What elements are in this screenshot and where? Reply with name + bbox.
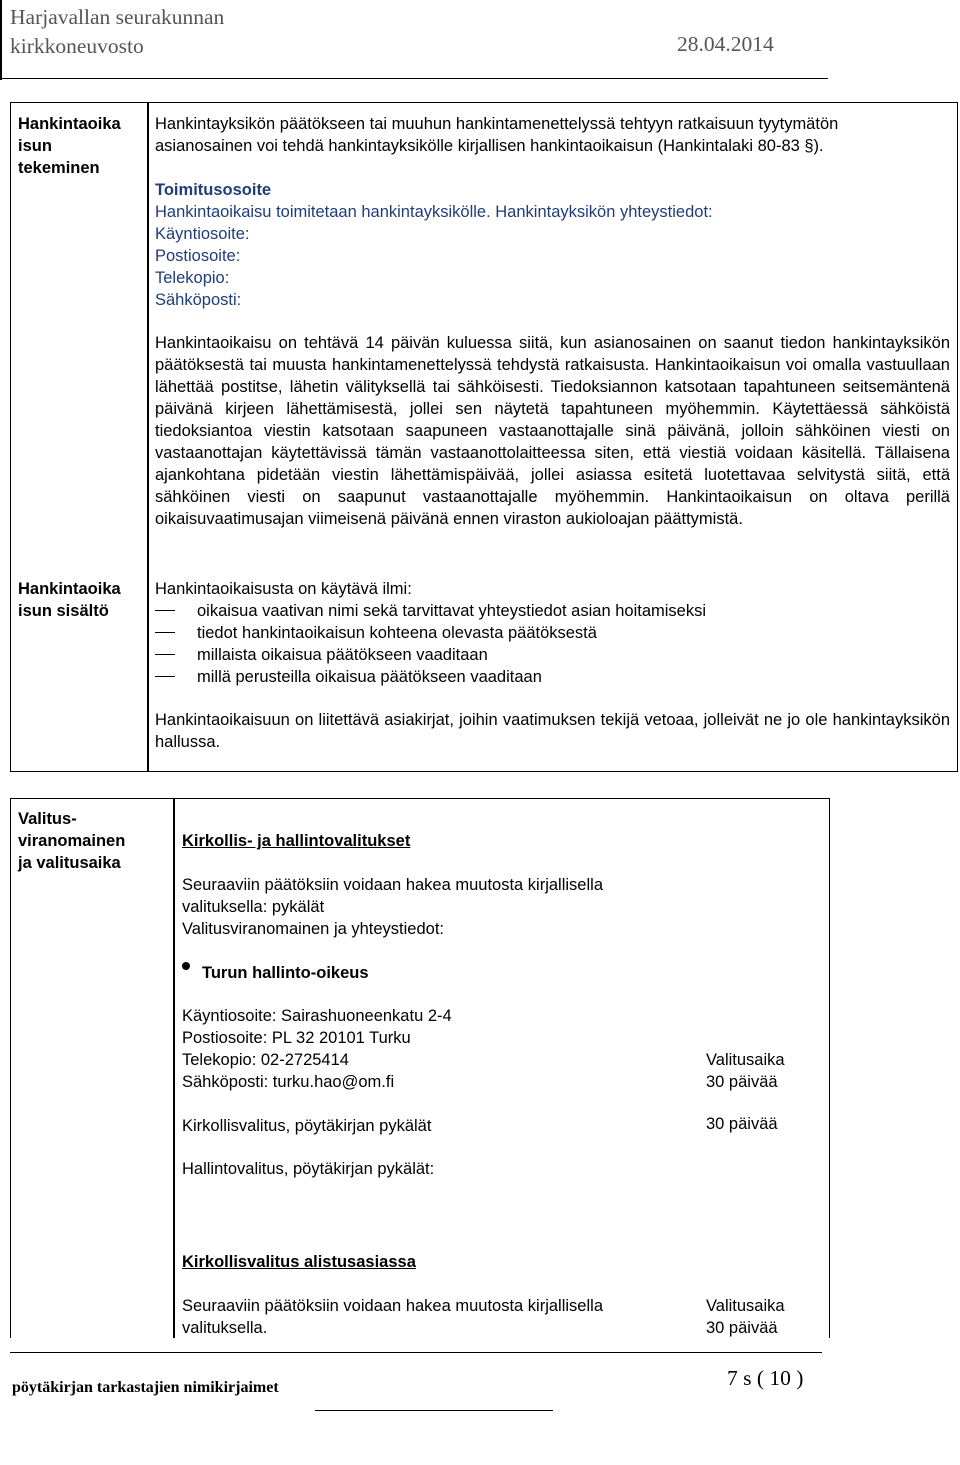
organization-title	[10, 3, 224, 61]
content-intro: Hankintaoikaisusta on käytävä ilmi:	[155, 580, 412, 598]
bullet-dot	[182, 962, 190, 970]
delivery-text: Hankintaoikaisu toimitetaan hankintayksikölle. Hankintayksikön yhteystiedot:	[155, 203, 713, 221]
list-item: oikaisua vaativan nimi sekä tarvittavat yhteystiedot asian hoitamiseksi	[155, 600, 706, 622]
admin-appeal-sections: Hallintovalitus, pöytäkirjan pykälät:	[182, 1160, 435, 1178]
organization-line-2: kirkkoneuvosto	[10, 34, 144, 58]
court-name: Turun hallinto-oikeus	[202, 964, 369, 982]
label-correction-content: Hankintaoika isun sisältö	[18, 580, 121, 620]
deadline-paragraph: Hankintaoikaisu on tehtävä 14 päivän kuluessa siitä, kun asianosainen on saanut tiedon hankintayksikön päätöksestä tai muusta hankintamenettelyssä tehdystä ratkaisusta. Hankintaoikaisun voi omalla vastuullaan lähettää postitse, lähetin välityksellä tai sähköisesti. Tiedoksiannon katsotaan tapahtuneen seitsemäntenä päivänä kirjeen lähettämisestä, jollei sen näytetä tapahtuneen myöhemmin. Käytettäessä sähköistä tiedoksiantoa viestin katsotaan saapuneen vastaanottajalle sinä päivänä, jolloin sähköinen viesti on vastaanottajan käytettävissä tämän vastaanottolaitteessa siten, että viestiä voidaan käsitellä. Tällaisena ajankohtana pidetään viestin lähettämispäivää, jollei asiassa esitetä luotettavaa selvitystä siitä, että sähköinen viesti on saapunut vastaanottajalle myöhemmin. Hankintaoikaisun on oltava perillä oikaisuvaatimusajan viimeisenä päivänä ennen viraston aukioloajan päättymistä.	[155, 334, 950, 528]
footer-rule	[10, 1352, 822, 1353]
appeal-intro-2: Seuraaviin päätöksiin voidaan hakea muutosta kirjallisella valituksella.	[182, 1297, 603, 1337]
label-correction-submission: Hankintaoika isun tekeminen	[18, 115, 121, 177]
church-appeal-time: 30 päivää	[706, 1115, 778, 1133]
header-left-rule	[0, 0, 2, 80]
signature-line	[315, 1410, 553, 1411]
dash-bullet	[155, 676, 175, 677]
column-divider	[147, 103, 149, 771]
page-number: 7 s ( 10 )	[727, 1366, 804, 1390]
appeal-time: Valitusaika 30 päivää	[706, 1051, 785, 1091]
dash-bullet	[155, 654, 175, 655]
list-item: millä perusteilla oikaisua päätökseen vaaditaan	[155, 666, 542, 688]
heading-church-appeal-subordination: Kirkollisvalitus alistusasiassa	[182, 1253, 416, 1271]
heading-church-admin-appeals: Kirkollis- ja hallintovalitukset	[182, 832, 411, 850]
signature-label: pöytäkirjan tarkastajien nimikirjaimet	[12, 1379, 279, 1396]
appeal-intro: Seuraaviin päätöksiin voidaan hakea muutosta kirjallisella valituksella: pykälät Valitusviranomainen ja yhteystiedot:	[182, 876, 603, 938]
list-item: tiedot hankintaoikaisun kohteena olevasta päätöksestä	[155, 622, 597, 644]
court-contacts: Käyntiosoite: Sairashuoneenkatu 2-4 Postiosoite: PL 32 20101 Turku Telekopio: 02-2725414 Sähköposti: turku.hao@om.fi	[182, 1007, 452, 1091]
church-appeal-sections: Kirkollisvalitus, pöytäkirjan pykälät	[182, 1117, 432, 1135]
intro-paragraph: Hankintayksikön päätökseen tai muuhun hankintamenettelyssä tehtyyn ratkaisuun tyytymätön asianosainen voi tehdä hankintayksikölle kirjallisen hankintaoikaisun (Hankintalaki 80-83 §).	[155, 115, 839, 155]
delivery-heading: Toimitusosoite	[155, 181, 272, 199]
organization-line-1: Harjavallan seurakunnan	[10, 5, 225, 29]
header-rule	[2, 78, 828, 79]
label-appeal-authority: Valitus- viranomainen ja valitusaika	[18, 810, 126, 872]
list-item: millaista oikaisua päätökseen vaaditaan	[155, 644, 488, 666]
document-date: 28.04.2014	[677, 32, 774, 56]
dash-bullet	[155, 610, 175, 611]
appeal-time-2: Valitusaika 30 päivää	[706, 1297, 785, 1337]
column-divider	[173, 799, 175, 1338]
contact-fields: Käyntiosoite: Postiosoite: Telekopio: Sähköposti:	[155, 225, 250, 309]
dash-bullet	[155, 632, 175, 633]
attachments-paragraph: Hankintaoikaisuun on liitettävä asiakirjat, joihin vaatimuksen tekijä vetoaa, jolleivät ne jo ole hankintayksikön hallussa.	[155, 711, 950, 751]
